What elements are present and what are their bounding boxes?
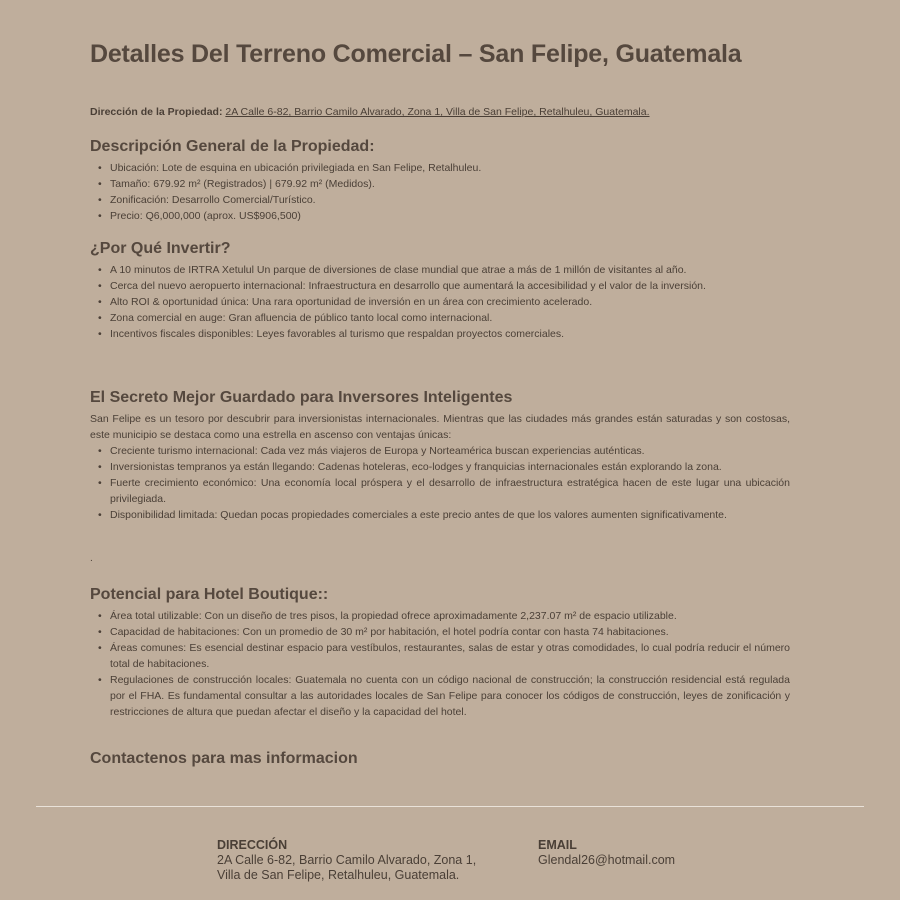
list-item: • Incentivos fiscales disponibles: Leyes favorables al turismo que respaldan proyectos comerciales. [110, 326, 790, 342]
hotel-heading: Potencial para Hotel Boutique:: [90, 586, 329, 603]
list-item: • Ubicación: Lote de esquina en ubicación privilegiada en San Felipe, Retalhuleu. [110, 160, 790, 176]
list-item: • Zonificación: Desarrollo Comercial/Turístico. [110, 192, 790, 208]
list-item: • A 10 minutos de IRTRA Xetulul Un parque de diversiones de clase mundial que atrae a más de 1 millón de visitantes al año. [110, 262, 790, 278]
footer-email [538, 838, 675, 868]
overview-section [90, 138, 790, 224]
trailing-dot: . [90, 553, 93, 564]
list-item: • Fuerte crecimiento económico: Una economía local próspera y el desarrollo de infraestructura estratégica hacen de este lugar una ubicación privilegiada. [110, 475, 790, 507]
footer-email-link[interactable]: Glendal26@hotmail.com [538, 853, 676, 867]
contact-heading: Contactenos para mas informacion [90, 750, 358, 767]
list-item: • Tamaño: 679.92 m² (Registrados) | 679.92 m² (Medidos). [110, 176, 790, 192]
footer-address-line2: Villa de San Felipe, Retalhuleu, Guatemala. [217, 868, 460, 882]
list-item: • Regulaciones de construcción locales: Guatemala no cuenta con un código nacional de construcción; la construcción residencial está regulada por el FHA. Es fundamental consultar a las autoridades locales de San Felipe para conocer los códigos de construcción, leyes de zonificación y restricciones de altura que puedan afectar el diseño y la capacidad del hotel. [110, 672, 790, 720]
overview-heading: Descripción General de la Propiedad: [90, 138, 375, 155]
list-item: • Capacidad de habitaciones: Con un promedio de 30 m² por habitación, el hotel podría contar con hasta 74 habitaciones. [110, 624, 790, 640]
hotel-list [90, 608, 790, 720]
property-address [90, 106, 650, 118]
list-item: • Cerca del nuevo aeropuerto internacional: Infraestructura en desarrollo que aumentará la accesibilidad y el valor de la inversión. [110, 278, 790, 294]
footer-address [217, 838, 476, 883]
hotel-section [90, 586, 790, 720]
list-item: • Área total utilizable: Con un diseño de tres pisos, la propiedad ofrece aproximadamente 2,237.07 m² de espacio utilizable. [110, 608, 790, 624]
footer-address-line1: 2A Calle 6-82, Barrio Camilo Alvarado, Zona 1, [217, 853, 477, 867]
secret-heading: El Secreto Mejor Guardado para Inversores Inteligentes [90, 389, 513, 406]
secret-list [90, 443, 790, 523]
why-invest-heading: ¿Por Qué Invertir? [90, 240, 231, 257]
secret-intro: San Felipe es un tesoro por descubrir para inversionistas internacionales. Mientras que las ciudades más grandes están saturadas y son costosas, este municipio se destaca como una estrella en ascenso con ventajas únicas: [90, 413, 790, 441]
address-link[interactable]: 2A Calle 6-82, Barrio Camilo Alvarado, Zona 1, Villa de San Felipe, Retalhuleu, Guatemala. [225, 106, 650, 118]
footer-address-label: DIRECCIÓN [217, 838, 288, 852]
list-item: • Zona comercial en auge: Gran afluencia de público tanto local como internacional. [110, 310, 790, 326]
list-item: • Precio: Q6,000,000 (aprox. US$906,500) [110, 208, 790, 224]
footer-email-label: EMAIL [538, 838, 577, 852]
list-item: • Áreas comunes: Es esencial destinar espacio para vestíbulos, restaurantes, salas de estar y otras comodidades, lo cual podría reducir el número total de habitaciones. [110, 640, 790, 672]
list-item: • Inversionistas tempranos ya están llegando: Cadenas hoteleras, eco-lodges y franquicias internacionales están explorando la zona. [110, 459, 790, 475]
secret-section [90, 389, 790, 523]
address-label: Dirección de la Propiedad: [90, 106, 223, 118]
list-item: • Disponibilidad limitada: Quedan pocas propiedades comerciales a este precio antes de que los valores aumenten significativamente. [110, 507, 790, 523]
list-item: • Alto ROI & oportunidad única: Una rara oportunidad de inversión en un área con crecimiento acelerado. [110, 294, 790, 310]
list-item: • Creciente turismo internacional: Cada vez más viajeros de Europa y Norteamérica buscan experiencias auténticas. [110, 443, 790, 459]
page-title: Detalles Del Terreno Comercial – San Felipe, Guatemala [90, 40, 742, 68]
footer-divider [36, 806, 864, 807]
why-invest-list [90, 262, 790, 342]
overview-list [90, 160, 790, 224]
why-invest-section [90, 240, 790, 342]
